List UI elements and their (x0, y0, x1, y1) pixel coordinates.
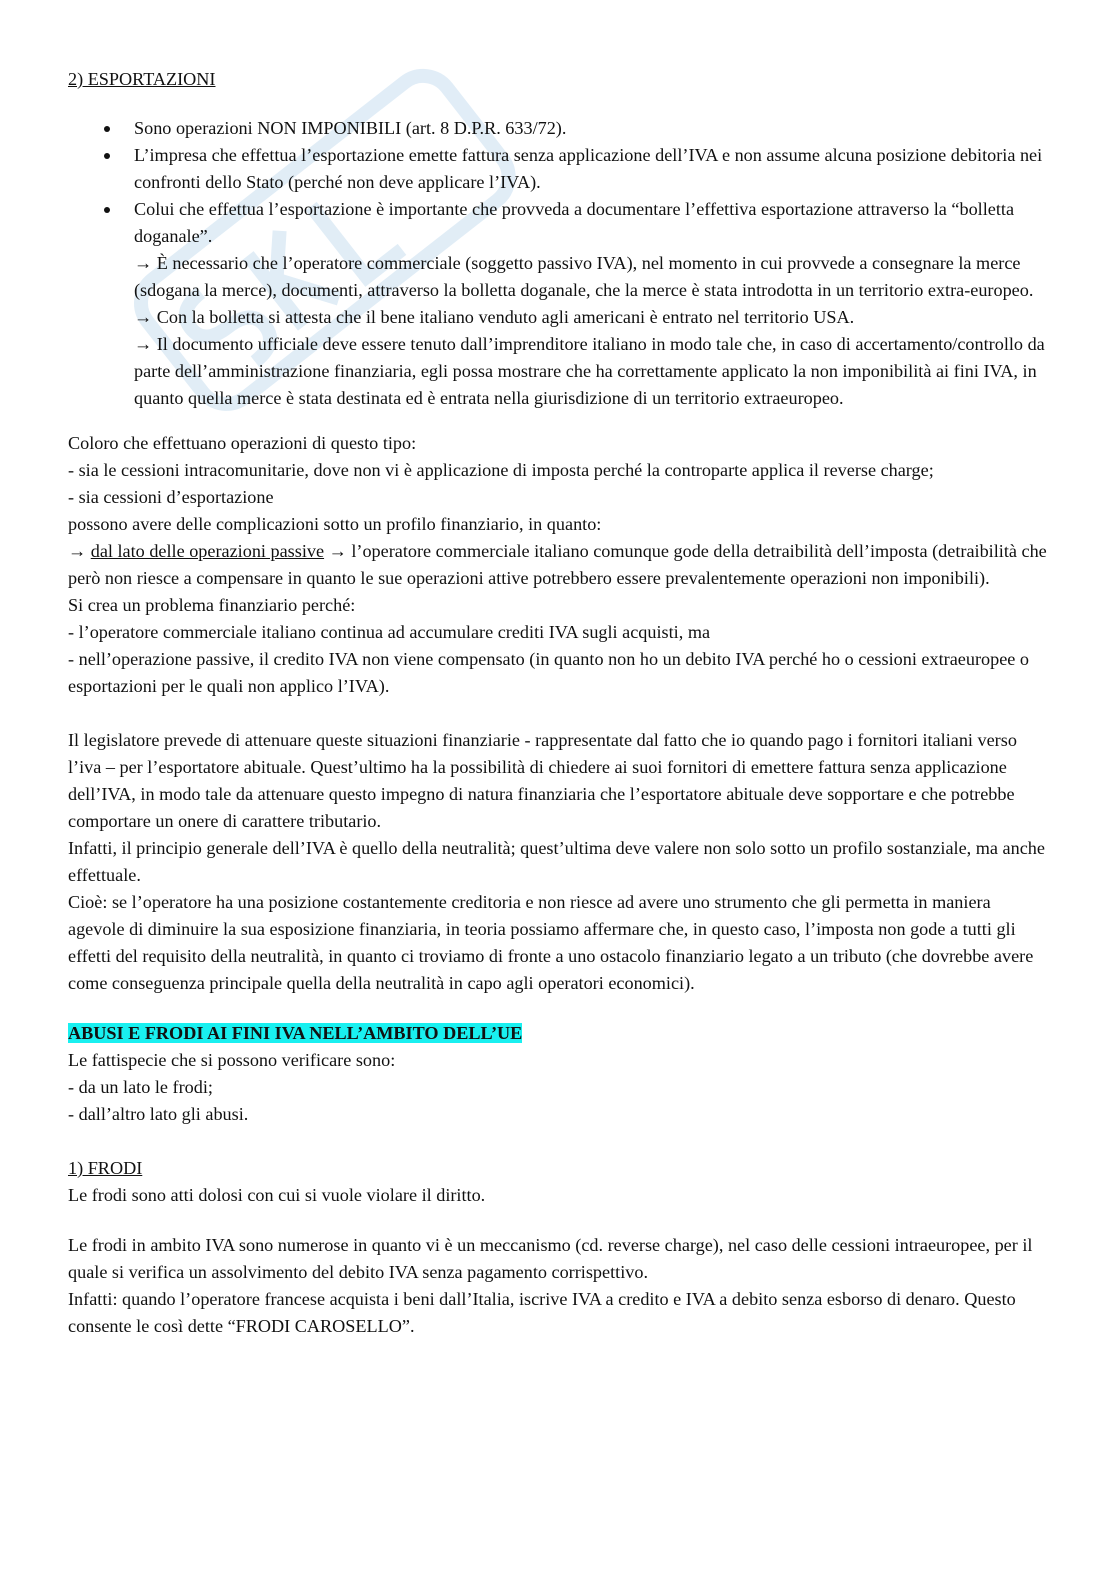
list-item (134, 196, 1048, 412)
text-line: Le fattispecie che si possono verificare sono: (68, 1050, 396, 1070)
text-line: - sia le cessioni intracomunitarie, dove non vi è applicazione di imposta perché la controparte applica il reverse charge; (68, 460, 934, 480)
arrow-right-icon: → (68, 541, 87, 561)
section-frodi (68, 1155, 1048, 1340)
text-line: Infatti: quando l’operatore francese acquista i beni dall’Italia, iscrive IVA a credito e IVA a debito senza esborso di denaro. Questo consente le così dette “FRODI CAROSELLO”. (68, 1289, 1016, 1336)
bullet-icon (104, 153, 110, 159)
paragraph-coloro (68, 430, 1048, 700)
bullet-subtext: → È necessario che l’operatore commerciale (soggetto passivo IVA), nel momento in cui provvede a consegnare la merce (sdogana la merce), documenti, attraverso la bolletta doganale, che la merce è stata introdotta in un territorio extra-europeo. (134, 253, 1034, 300)
paragraph-legislatore (68, 727, 1048, 997)
text-line (68, 538, 1048, 592)
list-item (134, 115, 1048, 142)
text-line: Le frodi sono atti dolosi con cui si vuole violare il diritto. (68, 1185, 486, 1205)
bullet-text: Colui che effettua l’esportazione è importante che provveda a documentare l’effettiva esportazione attraverso la “bolletta doganale”. (134, 199, 1015, 246)
bullet-subtext: → Il documento ufficiale deve essere tenuto dall’imprenditore italiano in modo tale che, in caso di accertamento/controllo da parte dell’amministrazione finanziaria, egli possa mostrare che ha correttamente applicato la non imponibilità ai fini IVA, in quanto quella merce è stata destinata ed è entrata nella giurisdizione di un territorio extraeuropeo. (134, 334, 1045, 408)
text-line: Si crea un problema finanziario perché: (68, 595, 356, 615)
text-line: Infatti, il principio generale dell’IVA è quello della neutralità; quest’ultima deve valere non solo sotto un profilo sostanziale, ma anche effettuale. (68, 838, 1045, 885)
text-line: - da un lato le frodi; (68, 1077, 213, 1097)
heading-abusi (68, 1020, 1048, 1047)
text-line: - nell’operazione passive, il credito IVA non viene compensato (in quanto non ho un debito IVA perché ho o cessioni extraeuropee o esportazioni per le quali non applico l’IVA). (68, 649, 1029, 696)
esportazioni-bullet-list (68, 115, 1048, 412)
bullet-text: L’impresa che effettua l’esportazione emette fattura senza applicazione dell’IVA e non assume alcuna posizione debitoria nei confronti dello Stato (perché non deve applicare l’IVA). (134, 145, 1043, 192)
text-line: possono avere delle complicazioni sotto un profilo finanziario, in quanto: (68, 514, 602, 534)
text-line: - sia cessioni d’esportazione (68, 487, 274, 507)
passive-label: dal lato delle operazioni passive (90, 541, 325, 561)
text-span: → l’operatore commerciale italiano comunque gode della detraibilità dell’imposta (detraibilità che però non riesce a compensare in quanto le sue operazioni attive potrebbero essere prevalentemente operazioni non imponibili). (68, 541, 1047, 588)
heading-frodi: 1) FRODI (68, 1158, 143, 1178)
text-line: Cioè: se l’operatore ha una posizione costantemente creditoria e non riesce ad avere uno strumento che gli permetta in maniera agevole di diminuire la sua esposizione finanziaria, in teoria possiamo affermare che, in questo caso, l’imposta non gode a tutti gli effetti del requisito della neutralità, in quanto ci troviamo di fronte a uno ostacolo finanziario legato a un tributo (che dovrebbe avere come conseguenza principale quella della neutralità in capo agli operatori economici). (68, 892, 1034, 993)
section-abusi (68, 1020, 1048, 1128)
text-line: - l’operatore commerciale italiano continua ad accumulare crediti IVA sugli acquisti, ma (68, 622, 711, 642)
text-line: - dall’altro lato gli abusi. (68, 1104, 249, 1124)
bullet-icon (104, 207, 110, 213)
heading-esportazioni: 2) ESPORTAZIONI (68, 69, 216, 89)
text-line: Le frodi in ambito IVA sono numerose in quanto vi è un meccanismo (cd. reverse charge), nel caso delle cessioni intraeuropee, per il quale si verifica un assolvimento del debito IVA senza pagamento corrispettivo. (68, 1235, 1033, 1282)
document-body (68, 66, 1048, 1340)
highlighted-heading: ABUSI E FRODI AI FINI IVA NELL’AMBITO DELL’UE (68, 1023, 523, 1043)
text-line: Coloro che effettuano operazioni di questo tipo: (68, 433, 417, 453)
bullet-text: Sono operazioni NON IMPONIBILI (art. 8 D.P.R. 633/72). (134, 118, 567, 138)
text-line: Il legislatore prevede di attenuare queste situazioni finanziarie - rappresentate dal fatto che io quando pago i fornitori italiani verso l’iva – per l’esportatore abituale. Quest’ultimo ha la possibilità di chiedere ai suoi fornitori di emettere fattura senza applicazione dell’IVA, in modo tale da attenuare questo impegno di natura finanziaria che l’esportatore abituale deve sopportare e che potrebbe comportare un onere di carattere tributario. (68, 730, 1017, 831)
list-item (134, 142, 1048, 196)
bullet-icon (104, 126, 110, 132)
bullet-subtext: → Con la bolletta si attesta che il bene italiano venduto agli americani è entrato nel territorio USA. (134, 307, 855, 327)
